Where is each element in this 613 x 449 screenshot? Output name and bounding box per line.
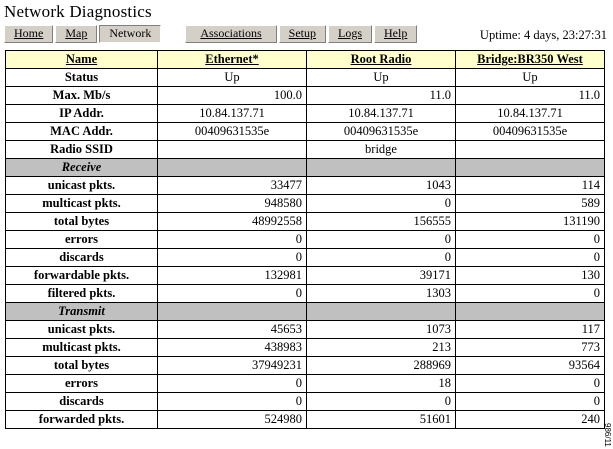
- nav-button-home[interactable]: [4, 25, 53, 43]
- table-cell: 00409631535e: [158, 123, 307, 141]
- row-label: unicast pkts.: [6, 321, 158, 339]
- table-cell: 0: [158, 231, 307, 249]
- status-badge: Up: [158, 69, 307, 87]
- table-cell: 156555: [307, 213, 456, 231]
- table-row: [6, 339, 605, 357]
- table-cell: 0: [158, 393, 307, 411]
- table-row: [6, 267, 605, 285]
- nav-button-label: Home: [14, 26, 44, 40]
- table-cell: 48992558: [158, 213, 307, 231]
- table-header-row: [6, 51, 605, 69]
- column-header-root-radio-label: Root Radio: [350, 52, 412, 66]
- table-cell: 33477: [158, 177, 307, 195]
- table-row: [6, 375, 605, 393]
- table-row: [6, 195, 605, 213]
- section-filler-cell: [307, 159, 456, 177]
- row-label: discards: [6, 249, 158, 267]
- nav-button-label: Map: [65, 26, 88, 40]
- table-cell: 37949231: [158, 357, 307, 375]
- column-header-root-radio[interactable]: [307, 51, 456, 69]
- table-row: [6, 249, 605, 267]
- table-cell: 132981: [158, 267, 307, 285]
- row-label: IP Addr.: [6, 105, 158, 123]
- table-cell: 10.84.137.71: [456, 105, 605, 123]
- nav-button-network[interactable]: [99, 25, 161, 43]
- table-row: [6, 321, 605, 339]
- nav-button-map[interactable]: [55, 25, 97, 43]
- section-filler-cell: [158, 159, 307, 177]
- row-label: Max. Mb/s: [6, 87, 158, 105]
- nav-button-label: Associations: [200, 26, 262, 40]
- table-cell: bridge: [307, 141, 456, 159]
- table-body: [6, 69, 605, 429]
- row-label: multicast pkts.: [6, 339, 158, 357]
- table-cell: 11.0: [456, 87, 605, 105]
- section-label: Transmit: [6, 303, 158, 321]
- row-label: total bytes: [6, 357, 158, 375]
- status-badge: Up: [307, 69, 456, 87]
- table-row: [6, 411, 605, 429]
- column-header-name-label: Name: [65, 52, 98, 66]
- table-cell: 00409631535e: [307, 123, 456, 141]
- section-filler-cell: [307, 303, 456, 321]
- table-cell: 438983: [158, 339, 307, 357]
- table-cell: 524980: [158, 411, 307, 429]
- table-cell: 11.0: [307, 87, 456, 105]
- row-label: Status: [6, 69, 158, 87]
- table-cell: 130: [456, 267, 605, 285]
- table-cell: 114: [456, 177, 605, 195]
- table-row: [6, 357, 605, 375]
- nav-button-label: Logs: [338, 26, 363, 40]
- table-cell: 1303: [307, 285, 456, 303]
- nav-button-label: Network: [109, 26, 152, 40]
- table-cell: 117: [456, 321, 605, 339]
- table-row: [6, 123, 605, 141]
- table-cell: 288969: [307, 357, 456, 375]
- row-label: forwarded pkts.: [6, 411, 158, 429]
- uptime-status: Uptime: 4 days, 23:27:31: [479, 28, 607, 42]
- table-row: [6, 393, 605, 411]
- nav-button-label: Setup: [288, 26, 317, 40]
- table-cell: 0: [307, 393, 456, 411]
- table-cell: 10.84.137.71: [158, 105, 307, 123]
- table-row: [6, 87, 605, 105]
- table-row: [6, 213, 605, 231]
- section-filler-cell: [456, 303, 605, 321]
- table-cell: 100.0: [158, 87, 307, 105]
- row-label: forwardable pkts.: [6, 267, 158, 285]
- table-row: [6, 177, 605, 195]
- table-cell: 0: [456, 393, 605, 411]
- column-header-bridge[interactable]: [456, 51, 605, 69]
- row-label: unicast pkts.: [6, 177, 158, 195]
- row-label: Radio SSID: [6, 141, 158, 159]
- table-cell: 0: [307, 231, 456, 249]
- table-cell: 0: [456, 285, 605, 303]
- table-cell: 1043: [307, 177, 456, 195]
- nav-button-associations[interactable]: [185, 25, 276, 43]
- page-title: Network Diagnostics: [4, 2, 152, 21]
- nav-button-setup[interactable]: [279, 25, 326, 43]
- table-cell: 589: [456, 195, 605, 213]
- table-cell: 0: [456, 231, 605, 249]
- table-row: [6, 141, 605, 159]
- table-cell: 93564: [456, 357, 605, 375]
- navigation-bar: [4, 25, 609, 46]
- section-filler-cell: [456, 159, 605, 177]
- table-cell: 10.84.137.71: [307, 105, 456, 123]
- table-cell: 45653: [158, 321, 307, 339]
- table-row: [6, 105, 605, 123]
- table-cell: 51601: [307, 411, 456, 429]
- table-cell: 773: [456, 339, 605, 357]
- table-cell: 00409631535e: [456, 123, 605, 141]
- table-cell: 213: [307, 339, 456, 357]
- table-cell: 0: [456, 375, 605, 393]
- row-label: errors: [6, 375, 158, 393]
- column-header-ethernet-label: Ethernet*: [205, 52, 259, 66]
- table-section-row: [6, 303, 605, 321]
- table-cell: 18: [307, 375, 456, 393]
- table-cell: 0: [158, 249, 307, 267]
- column-header-bridge-label: Bridge:BR350 West: [477, 52, 583, 66]
- table-cell: 0: [456, 249, 605, 267]
- table-cell: 0: [307, 195, 456, 213]
- column-header-ethernet[interactable]: [158, 51, 307, 69]
- table-cell: 0: [158, 375, 307, 393]
- status-badge: Up: [456, 69, 605, 87]
- table-cell: [456, 141, 605, 159]
- table-cell: 240: [456, 411, 605, 429]
- section-label: Receive: [6, 159, 158, 177]
- row-label: total bytes: [6, 213, 158, 231]
- table-cell: 1073: [307, 321, 456, 339]
- table-cell: 39171: [307, 267, 456, 285]
- diagnostics-table: [5, 50, 605, 429]
- nav-button-logs[interactable]: [328, 25, 372, 43]
- table-cell: 0: [158, 285, 307, 303]
- table-cell: 131190: [456, 213, 605, 231]
- nav-button-help[interactable]: [374, 25, 417, 43]
- column-header-name: [6, 51, 158, 69]
- row-label: MAC Addr.: [6, 123, 158, 141]
- row-label: multicast pkts.: [6, 195, 158, 213]
- table-row: [6, 231, 605, 249]
- row-label: filtered pkts.: [6, 285, 158, 303]
- nav-button-label: Help: [384, 26, 408, 40]
- table-row: [6, 285, 605, 303]
- table-cell: [158, 141, 307, 159]
- side-code-label: 986/11: [603, 423, 612, 447]
- table-cell: 948580: [158, 195, 307, 213]
- table-row: [6, 69, 605, 87]
- row-label: discards: [6, 393, 158, 411]
- row-label: errors: [6, 231, 158, 249]
- table-cell: 0: [307, 249, 456, 267]
- table-section-row: [6, 159, 605, 177]
- section-filler-cell: [158, 303, 307, 321]
